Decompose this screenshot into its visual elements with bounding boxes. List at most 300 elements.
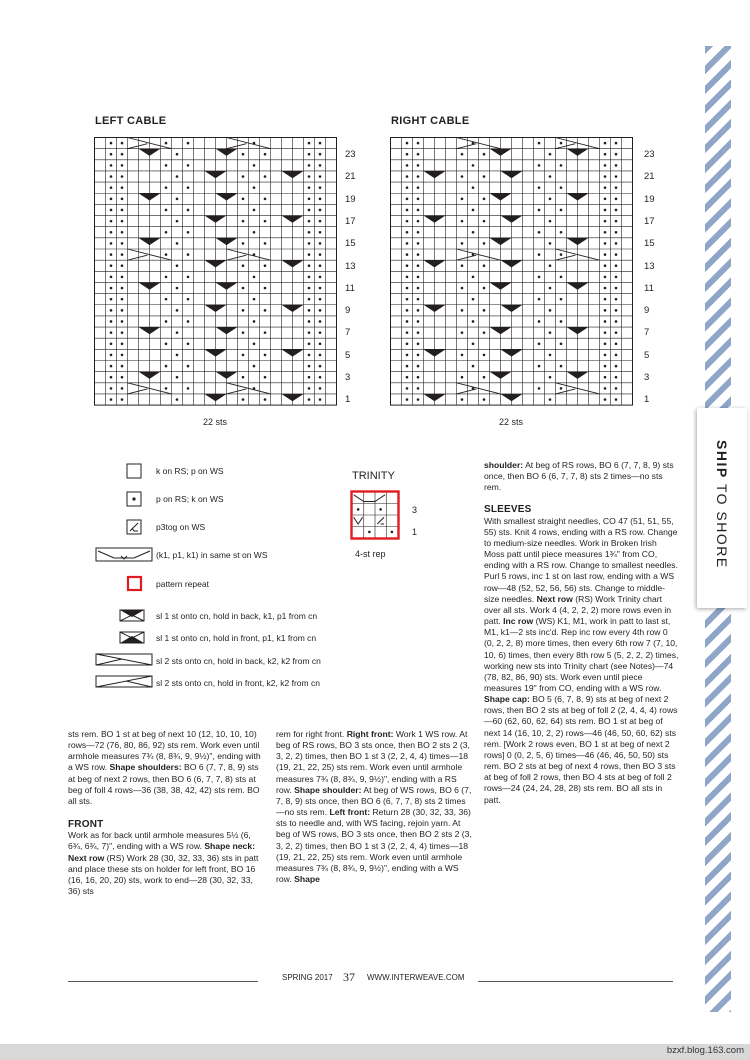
purl-dot [406, 365, 409, 368]
purl-dot [308, 253, 311, 256]
purl-dot [406, 298, 409, 301]
key-label: sl 2 sts onto cn, hold in front, k2, k2 from cn [156, 678, 320, 688]
purl-dot [319, 287, 322, 290]
purl-dot [253, 342, 256, 345]
purl-dot [319, 209, 322, 212]
purl-dot [110, 287, 113, 290]
purl-dot [604, 320, 607, 323]
purl-dot [615, 365, 618, 368]
purl-dot [176, 376, 179, 379]
purl-dot [560, 342, 563, 345]
purl-dot [176, 153, 179, 156]
purl-dot [538, 387, 541, 390]
purl-dot [242, 264, 245, 267]
purl-dot [549, 376, 552, 379]
purl-dot [461, 264, 464, 267]
purl-dot [187, 231, 190, 234]
purl-dot [472, 164, 475, 167]
purl-dot [308, 198, 311, 201]
purl-dot [264, 264, 267, 267]
purl-dot [549, 175, 552, 178]
purl-dot [176, 264, 179, 267]
purl-dot [165, 253, 168, 256]
purl-dot [121, 287, 124, 290]
purl-dot [417, 387, 420, 390]
purl-dot [461, 331, 464, 334]
purl-dot [604, 142, 607, 145]
purl-dot [110, 398, 113, 401]
row-number: 3 [345, 372, 351, 383]
purl-dot [483, 175, 486, 178]
purl-dot [560, 365, 563, 368]
purl-dot [615, 142, 618, 145]
purl-dot [187, 186, 190, 189]
purl-dot [615, 331, 618, 334]
shoulder-text: At beg of RS rows, BO 6 (7, 7, 8, 9) sts once, then BO 6 (6, 7, 7, 8) sts 2 times—no sts rem. [484, 460, 674, 493]
purl-dot [538, 142, 541, 145]
section-tab-rest: TO SHORE [714, 478, 730, 569]
purl-dot [308, 342, 311, 345]
purl-dot [379, 508, 382, 511]
purl-dot [121, 153, 124, 156]
purl-dot [176, 309, 179, 312]
purl-dot [308, 365, 311, 368]
purl-dot [308, 376, 311, 379]
row-number: 19 [644, 193, 655, 205]
purl-dot [121, 309, 124, 312]
purl-dot [187, 365, 190, 368]
purl-dot [406, 264, 409, 267]
purl-dot [165, 320, 168, 323]
purl-dot [417, 220, 420, 223]
purl-dot [483, 220, 486, 223]
purl-dot [560, 387, 563, 390]
row-number: 3 [644, 372, 650, 383]
purl-dot [417, 209, 420, 212]
p3tog-icon [127, 520, 141, 534]
purl-dot [319, 387, 322, 390]
front-text: rem for right front. [276, 729, 347, 739]
purl-dot [110, 354, 113, 357]
purl-dot [615, 220, 618, 223]
left-row-numbers [345, 137, 365, 406]
purl-dot [615, 198, 618, 201]
purl-dot [483, 264, 486, 267]
purl-dot [538, 164, 541, 167]
purl-dot [121, 276, 124, 279]
purl-dot [121, 164, 124, 167]
purl-dot [472, 342, 475, 345]
purl-dot [604, 242, 607, 245]
row-number: 1 [345, 394, 351, 406]
purl-dot [368, 531, 371, 534]
purl-dot [472, 209, 475, 212]
purl-dot [319, 220, 322, 223]
purl-dot [461, 287, 464, 290]
purl-dot [406, 220, 409, 223]
purl-dot [604, 153, 607, 156]
purl-dot [604, 298, 607, 301]
purl-dot [538, 253, 541, 256]
purl-dot [560, 320, 563, 323]
trinity-rep-label: 4-st rep [355, 549, 386, 559]
purl-dot [121, 209, 124, 212]
purl-dot [121, 398, 124, 401]
purl-dot [604, 365, 607, 368]
purl-dot [308, 398, 311, 401]
purl-dot [615, 276, 618, 279]
purl-dot [110, 309, 113, 312]
purl-dot [308, 209, 311, 212]
purl-dot [406, 354, 409, 357]
purl-dot [604, 186, 607, 189]
purl-dot [417, 376, 420, 379]
row-number: 5 [345, 349, 351, 361]
sleeves-heading: SLEEVES [484, 504, 532, 516]
purl-dot [615, 342, 618, 345]
left-front-label: Left front: [329, 807, 371, 818]
purl-dot [187, 320, 190, 323]
purl-dot [121, 264, 124, 267]
pattern-repeat-icon [128, 577, 141, 590]
left-cable-chart [94, 137, 339, 406]
purl-dot [417, 164, 420, 167]
purl-dot [110, 253, 113, 256]
purl-dot [604, 253, 607, 256]
purl-dot [187, 142, 190, 145]
purl-dot [121, 365, 124, 368]
purl-dot [549, 309, 552, 312]
row-number: 9 [644, 305, 650, 317]
back-text: BO 6 (7, 7, 8, 9) sts at beg of next 2 rows, then BO 6 (6, 7, 7, 8) sts at beg of foll 4 rows—36 (38, 38, 42, 42) sts rem. BO all sts. [68, 762, 260, 806]
purl-dot [264, 398, 267, 401]
purl-dot [461, 242, 464, 245]
purl-dot [308, 354, 311, 357]
purl-dot [319, 198, 322, 201]
front-heading: FRONT [68, 819, 104, 831]
purl-dot [560, 231, 563, 234]
shape-shoulder-label: Shape shoulder: [294, 784, 362, 795]
purl-dot [560, 142, 563, 145]
purl-dot [319, 309, 322, 312]
purl-dot [615, 287, 618, 290]
purl-dot [176, 220, 179, 223]
right-sts-label: 22 sts [499, 417, 524, 427]
purl-dot [110, 387, 113, 390]
key-icons [92, 460, 162, 700]
purl-dot [176, 175, 179, 178]
row-number: 23 [345, 149, 356, 160]
purl-dot [242, 153, 245, 156]
cable-1-1-back-icon [120, 610, 144, 621]
purl-dot [242, 287, 245, 290]
purl-dot [406, 320, 409, 323]
increase-icon [96, 548, 152, 561]
purl-dot [417, 276, 420, 279]
purl-dot [560, 164, 563, 167]
purl-dot [176, 354, 179, 357]
right-left-front-column [276, 729, 472, 885]
purl-dot [406, 198, 409, 201]
shape-label: Shape [294, 874, 320, 885]
purl-dot [176, 198, 179, 201]
purl-dot [319, 231, 322, 234]
purl-dot [538, 365, 541, 368]
purl-dot [308, 242, 311, 245]
purl-dot [483, 242, 486, 245]
row-number: 11 [345, 282, 355, 294]
purl-dot [110, 276, 113, 279]
purl-dot [308, 320, 311, 323]
purl-dot [319, 398, 322, 401]
purl-dot [604, 276, 607, 279]
purl-dot [417, 287, 420, 290]
purl-dot [483, 376, 486, 379]
purl-dot [560, 253, 563, 256]
purl-dot [187, 387, 190, 390]
right-front-label: Right front: [346, 729, 394, 739]
purl-dot [417, 142, 420, 145]
purl-dot [165, 365, 168, 368]
purl-dot [121, 198, 124, 201]
front-text: Return 28 (30, 32, 33, 36) sts to needle and, with WS facing, rejoin yarn. At beg of WS rows, BO 3 sts once, then BO 2 sts 2 (3, 3, 2, 2) times, then BO 1 st 3 (2, 2, 4, 4) times—18 (19, 21, 22, 25) sts rem. Work even until armhole measures 7¾ (8, 8¾, 9, 9½)", ending with a WS row. [276, 807, 472, 885]
purl-dot [110, 186, 113, 189]
purl-dot [242, 198, 245, 201]
purl-dot [319, 242, 322, 245]
purl-dot [121, 175, 124, 178]
purl-dot [308, 231, 311, 234]
purl-dot [406, 175, 409, 178]
purl-dot [308, 264, 311, 267]
purl-dot [472, 298, 475, 301]
purl-dot [319, 331, 322, 334]
purl-dot [110, 198, 113, 201]
purl-dot [308, 298, 311, 301]
purl-dot [615, 209, 618, 212]
purl-dot [615, 231, 618, 234]
purl-dot [604, 175, 607, 178]
purl-dot [308, 387, 311, 390]
purl-dot [417, 320, 420, 323]
purl-dot [406, 398, 409, 401]
purl-dot [549, 331, 552, 334]
footer-issue: SPRING 2017 [282, 973, 333, 982]
purl-dot [165, 298, 168, 301]
purl-dot [121, 142, 124, 145]
right-cable-chart [390, 137, 635, 406]
purl-dot [264, 354, 267, 357]
purl-dot [110, 342, 113, 345]
purl-dot [110, 209, 113, 212]
purl-dot [538, 209, 541, 212]
purl-dot [615, 376, 618, 379]
purl-dot [417, 253, 420, 256]
purl-dot [264, 376, 267, 379]
purl-dot [461, 309, 464, 312]
key-label: (k1, p1, k1) in same st on WS [156, 550, 268, 560]
purl-dot [417, 198, 420, 201]
purl-dot [406, 209, 409, 212]
shape-cap-label: Shape cap: [484, 694, 530, 705]
purl-dot [406, 186, 409, 189]
row-number: 1 [644, 394, 650, 406]
purl-dot [538, 186, 541, 189]
purl-dot [110, 164, 113, 167]
key-label: sl 1 st onto cn, hold in back, k1, p1 from cn [156, 611, 318, 621]
purl-dot [165, 276, 168, 279]
purl-dot [319, 342, 322, 345]
purl-dot [417, 342, 420, 345]
page-number: 37 [343, 970, 355, 984]
purl-dot [110, 175, 113, 178]
purl-dot [264, 198, 267, 201]
purl-dot [406, 342, 409, 345]
purl-dot [417, 298, 420, 301]
purl-dot [604, 287, 607, 290]
purl-dot [110, 320, 113, 323]
shape-neck-label: Shape neck: Next row [68, 841, 255, 863]
purl-dot [319, 376, 322, 379]
purl-dot [357, 508, 360, 511]
purl-dot [461, 398, 464, 401]
purl-dot [417, 365, 420, 368]
purl-dot [483, 198, 486, 201]
purl-dot [461, 175, 464, 178]
purl-dot [121, 376, 124, 379]
purl-dot [615, 164, 618, 167]
purl-dot [406, 164, 409, 167]
purl-dot [549, 198, 552, 201]
row-number: 17 [644, 215, 655, 227]
purl-dot [406, 331, 409, 334]
purl-dot [604, 331, 607, 334]
purl-dot [165, 186, 168, 189]
purl-dot [121, 231, 124, 234]
key-label: p on RS; k on WS [156, 494, 224, 504]
purl-dot [253, 209, 256, 212]
purl-dot [165, 231, 168, 234]
purl-dot [121, 186, 124, 189]
purl-dot [264, 309, 267, 312]
row-number: 15 [345, 238, 356, 250]
row-number: 7 [345, 327, 351, 339]
row-number: 17 [345, 215, 356, 227]
purl-dot [604, 342, 607, 345]
sleeves-text: (RS) Work Trinity chart over all sts. Work 4 (4, 2, 2, 2) more rows even in patt. [484, 593, 672, 627]
purl-dot [560, 209, 563, 212]
row-number: 5 [644, 349, 650, 361]
purl-dot [110, 365, 113, 368]
purl-dot [406, 376, 409, 379]
purl-dot [187, 342, 190, 345]
purl-dot [176, 242, 179, 245]
purl-dot [417, 354, 420, 357]
purl-dot [406, 387, 409, 390]
purl-dot [242, 220, 245, 223]
purl-dot [461, 376, 464, 379]
purl-dot [549, 242, 552, 245]
purl-dot [406, 242, 409, 245]
footer-site: WWW.INTERWEAVE.COM [367, 973, 465, 982]
section-tab-label [700, 440, 730, 580]
purl-dot [253, 298, 256, 301]
purl-dot [417, 186, 420, 189]
key-label: pattern repeat [156, 579, 209, 589]
purl-dot [242, 242, 245, 245]
purl-dot-icon [127, 492, 141, 506]
purl-dot [308, 287, 311, 290]
key-label: p3tog on WS [156, 522, 206, 532]
purl-dot [264, 175, 267, 178]
purl-dot [483, 309, 486, 312]
purl-dot [187, 209, 190, 212]
footer-rule-left [68, 981, 258, 982]
purl-dot [187, 164, 190, 167]
purl-dot [176, 331, 179, 334]
knit-box-icon [127, 464, 141, 478]
purl-dot [615, 398, 618, 401]
purl-dot [264, 153, 267, 156]
purl-dot [242, 376, 245, 379]
purl-dot [110, 231, 113, 234]
purl-dot [308, 220, 311, 223]
row-number: 9 [345, 305, 351, 317]
sleeves-text: BO 5 (6, 7, 8, 9) sts at beg of next 2 rows, then BO 2 sts at beg of foll 2 (2, 4, 4, 4) rows—60 (62, 60, 62, 64) sts rem. BO 1 st at beg of next 14 (16, 10, 2, 2) rows—46 (46, 50, 60, 62) sts rem. [Work 2 rows even, BO 1 st at beg of next 2 rows] 0 (0, 2, 5, 6) times—46 (46, 46, 50, 50) sts rem. BO 2 sts at beg of next 4 rows, then BO 3 sts at beg of foll 2 rows, then BO 4 sts at beg of foll 2 rows—24 (24, 24, 28, 28) sts rem. BO all sts in patt. [484, 694, 678, 805]
right-cable-title: RIGHT CABLE [391, 115, 470, 127]
purl-dot [242, 331, 245, 334]
purl-dot [483, 331, 486, 334]
purl-dot [615, 186, 618, 189]
purl-dot [615, 153, 618, 156]
watermark: bzxf.blog.163.com [666, 1045, 744, 1056]
purl-dot [538, 342, 541, 345]
purl-dot [472, 231, 475, 234]
purl-dot [615, 354, 618, 357]
purl-dot [242, 175, 245, 178]
purl-dot [308, 142, 311, 145]
purl-dot [604, 209, 607, 212]
shape-shoulders-label: Shape shoulders: [109, 762, 182, 773]
purl-dot [121, 320, 124, 323]
purl-dot [165, 209, 168, 212]
purl-dot [483, 354, 486, 357]
footer-rule-right [478, 981, 673, 982]
purl-dot [264, 242, 267, 245]
purl-dot [187, 298, 190, 301]
purl-dot [560, 276, 563, 279]
purl-dot [483, 398, 486, 401]
purl-dot [264, 331, 267, 334]
purl-dot [615, 264, 618, 267]
cable-2-2-front-icon [96, 676, 152, 687]
purl-dot [110, 220, 113, 223]
purl-dot [308, 153, 311, 156]
purl-dot [615, 242, 618, 245]
purl-dot [253, 186, 256, 189]
purl-dot [121, 253, 124, 256]
section-tab-bold: SHIP [714, 440, 730, 479]
purl-dot [417, 175, 420, 178]
purl-dot [560, 186, 563, 189]
row-number: 7 [644, 327, 650, 339]
purl-dot [121, 331, 124, 334]
shoulder-label: shoulder: [484, 460, 524, 470]
purl-dot [406, 142, 409, 145]
purl-dot [110, 331, 113, 334]
purl-dot [253, 231, 256, 234]
purl-dot [538, 231, 541, 234]
purl-dot [308, 276, 311, 279]
